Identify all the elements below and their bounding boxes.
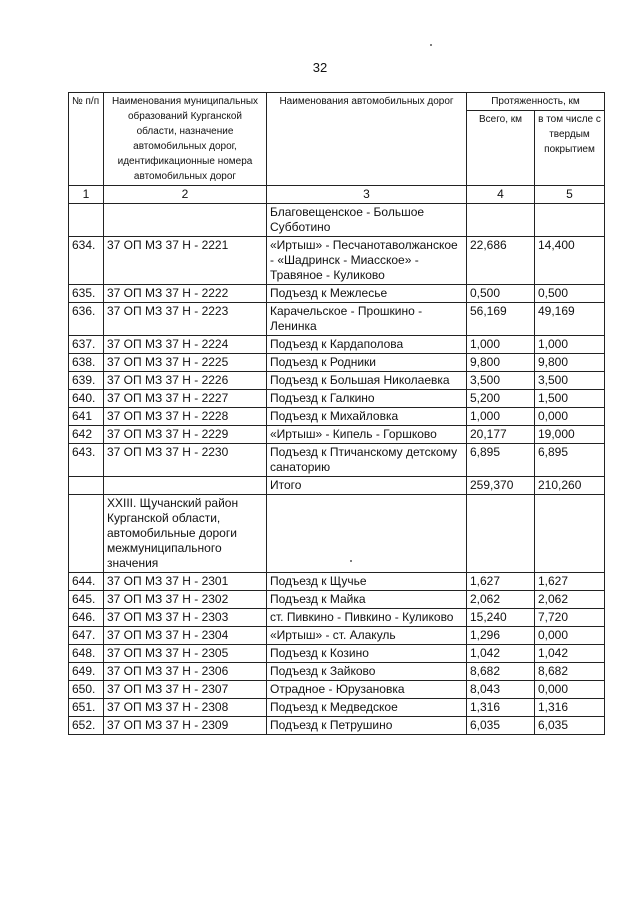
row-paved: 0,000 bbox=[535, 627, 605, 645]
row-id: 37 ОП МЗ 37 Н - 2223 bbox=[104, 303, 267, 336]
row-total: 1,627 bbox=[467, 573, 535, 591]
row-num: 634. bbox=[69, 237, 104, 285]
row-paved: 1,316 bbox=[535, 699, 605, 717]
row-paved: 9,800 bbox=[535, 354, 605, 372]
row-road: Подъезд к Щучье bbox=[267, 573, 467, 591]
row-num: 646. bbox=[69, 609, 104, 627]
row-road: «Иртыш» - Песчанотаволжанское - «Шадринск - Миасское» - Травяное - Куликово bbox=[267, 237, 467, 285]
row-paved: 6,035 bbox=[535, 717, 605, 735]
row-paved: 7,720 bbox=[535, 609, 605, 627]
row-total: 0,500 bbox=[467, 285, 535, 303]
table-row bbox=[69, 717, 605, 735]
row-road: Отрадное - Юрузановка bbox=[267, 681, 467, 699]
row-id: 37 ОП МЗ 37 Н - 2222 bbox=[104, 285, 267, 303]
table-row bbox=[69, 408, 605, 426]
row-total bbox=[467, 495, 535, 573]
row-id: 37 ОП МЗ 37 Н - 2302 bbox=[104, 591, 267, 609]
row-id: 37 ОП МЗ 37 Н - 2308 bbox=[104, 699, 267, 717]
table-row bbox=[69, 573, 605, 591]
row-id: 37 ОП МЗ 37 Н - 2226 bbox=[104, 372, 267, 390]
row-paved bbox=[535, 204, 605, 237]
table-row bbox=[69, 426, 605, 444]
row-id: 37 ОП МЗ 37 Н - 2305 bbox=[104, 645, 267, 663]
table-row bbox=[69, 390, 605, 408]
row-total: 8,682 bbox=[467, 663, 535, 681]
row-num: 649. bbox=[69, 663, 104, 681]
row-paved: 8,682 bbox=[535, 663, 605, 681]
total-value: 259,370 bbox=[467, 477, 535, 495]
row-total: 2,062 bbox=[467, 591, 535, 609]
table-body-group-2 bbox=[69, 573, 605, 735]
table-row bbox=[69, 285, 605, 303]
row-paved: 0,500 bbox=[535, 285, 605, 303]
header-row bbox=[69, 93, 605, 111]
table-header bbox=[69, 93, 605, 204]
row-total: 1,000 bbox=[467, 408, 535, 426]
table-row bbox=[69, 204, 605, 237]
row-total: 6,035 bbox=[467, 717, 535, 735]
row-id bbox=[104, 477, 267, 495]
row-total: 22,686 bbox=[467, 237, 535, 285]
column-number: 1 bbox=[69, 186, 104, 204]
row-road: Подъезд к Галкино bbox=[267, 390, 467, 408]
row-road: Подъезд к Зайково bbox=[267, 663, 467, 681]
table-row bbox=[69, 645, 605, 663]
row-paved: 1,627 bbox=[535, 573, 605, 591]
row-id bbox=[104, 204, 267, 237]
row-total: 9,800 bbox=[467, 354, 535, 372]
row-total: 15,240 bbox=[467, 609, 535, 627]
row-paved: 6,895 bbox=[535, 444, 605, 477]
row-road: «Иртыш» - Кипель - Горшково bbox=[267, 426, 467, 444]
row-total: 5,200 bbox=[467, 390, 535, 408]
header-municipal: Наименования муниципальных образований Курганской области, назначение автомобильных дорог, идентификационные номера автомобильных дорог bbox=[104, 93, 267, 186]
row-paved: 14,400 bbox=[535, 237, 605, 285]
row-road: Карачельское - Прошкино - Ленинка bbox=[267, 303, 467, 336]
row-total: 3,500 bbox=[467, 372, 535, 390]
row-num: 640. bbox=[69, 390, 104, 408]
column-number: 2 bbox=[104, 186, 267, 204]
row-num: 652. bbox=[69, 717, 104, 735]
table-row bbox=[69, 663, 605, 681]
row-total: 1,042 bbox=[467, 645, 535, 663]
header-total: Всего, км bbox=[467, 111, 535, 186]
row-road: Благовещенское - Большое Субботино bbox=[267, 204, 467, 237]
row-num: 650. bbox=[69, 681, 104, 699]
row-id: 37 ОП МЗ 37 Н - 2306 bbox=[104, 663, 267, 681]
row-num bbox=[69, 495, 104, 573]
row-id: 37 ОП МЗ 37 Н - 2309 bbox=[104, 717, 267, 735]
row-paved: 3,500 bbox=[535, 372, 605, 390]
row-id: 37 ОП МЗ 37 Н - 2224 bbox=[104, 336, 267, 354]
page-number: 32 bbox=[312, 60, 328, 75]
column-number: 3 bbox=[267, 186, 467, 204]
row-road: «Иртыш» - ст. Алакуль bbox=[267, 627, 467, 645]
table-row bbox=[69, 336, 605, 354]
header-length: Протяженность, км bbox=[467, 93, 605, 111]
row-road: Подъезд к Медведское bbox=[267, 699, 467, 717]
row-num: 638. bbox=[69, 354, 104, 372]
table-row bbox=[69, 303, 605, 336]
row-id: 37 ОП МЗ 37 Н - 2225 bbox=[104, 354, 267, 372]
column-number: 4 bbox=[467, 186, 535, 204]
section-row bbox=[69, 495, 605, 573]
row-num: 643. bbox=[69, 444, 104, 477]
table-body-group-1 bbox=[69, 237, 605, 477]
row-num: 636. bbox=[69, 303, 104, 336]
row-num bbox=[69, 477, 104, 495]
row-id: 37 ОП МЗ 37 Н - 2230 bbox=[104, 444, 267, 477]
row-total: 8,043 bbox=[467, 681, 535, 699]
row-total: 20,177 bbox=[467, 426, 535, 444]
row-num: 635. bbox=[69, 285, 104, 303]
row-paved: 1,042 bbox=[535, 645, 605, 663]
row-id: 37 ОП МЗ 37 Н - 2301 bbox=[104, 573, 267, 591]
row-paved bbox=[535, 495, 605, 573]
section-title: XXIII. Щучанский район Курганской области, автомобильные дороги межмуниципального значения bbox=[104, 495, 267, 573]
row-road: Подъезд к Козино bbox=[267, 645, 467, 663]
header-paved: в том числе с твердым покрытием bbox=[535, 111, 605, 186]
row-road bbox=[267, 495, 467, 573]
column-number-row bbox=[69, 186, 605, 204]
total-paved-value: 210,260 bbox=[535, 477, 605, 495]
row-num: 645. bbox=[69, 591, 104, 609]
row-paved: 1,000 bbox=[535, 336, 605, 354]
row-id: 37 ОП МЗ 37 Н - 2221 bbox=[104, 237, 267, 285]
road-registry-table bbox=[68, 92, 605, 735]
row-paved: 0,000 bbox=[535, 681, 605, 699]
table-row bbox=[69, 681, 605, 699]
row-paved: 1,500 bbox=[535, 390, 605, 408]
table-row bbox=[69, 609, 605, 627]
row-road: Подъезд к Большая Николаевка bbox=[267, 372, 467, 390]
row-paved: 0,000 bbox=[535, 408, 605, 426]
header-road: Наименования автомобильных дорог bbox=[267, 93, 467, 186]
row-id: 37 ОП МЗ 37 Н - 2303 bbox=[104, 609, 267, 627]
row-num bbox=[69, 204, 104, 237]
column-number: 5 bbox=[535, 186, 605, 204]
row-total: 1,296 bbox=[467, 627, 535, 645]
row-id: 37 ОП МЗ 37 Н - 2304 bbox=[104, 627, 267, 645]
row-road: Подъезд к Майка bbox=[267, 591, 467, 609]
table-row bbox=[69, 444, 605, 477]
row-paved: 19,000 bbox=[535, 426, 605, 444]
table-row bbox=[69, 354, 605, 372]
row-num: 644. bbox=[69, 573, 104, 591]
row-num: 647. bbox=[69, 627, 104, 645]
row-id: 37 ОП МЗ 37 Н - 2228 bbox=[104, 408, 267, 426]
scan-speck bbox=[430, 44, 432, 46]
row-num: 639. bbox=[69, 372, 104, 390]
row-road: Подъезд к Птичанскому детскому санаторию bbox=[267, 444, 467, 477]
row-road: Подъезд к Петрушино bbox=[267, 717, 467, 735]
row-total: 1,316 bbox=[467, 699, 535, 717]
table-row bbox=[69, 237, 605, 285]
row-road: Подъезд к Родники bbox=[267, 354, 467, 372]
row-paved: 49,169 bbox=[535, 303, 605, 336]
table-body-total bbox=[69, 477, 605, 573]
row-num: 641 bbox=[69, 408, 104, 426]
row-num: 648. bbox=[69, 645, 104, 663]
total-row bbox=[69, 477, 605, 495]
table-row bbox=[69, 699, 605, 717]
row-total: 6,895 bbox=[467, 444, 535, 477]
table-row bbox=[69, 372, 605, 390]
row-total: 56,169 bbox=[467, 303, 535, 336]
table-row bbox=[69, 627, 605, 645]
row-total: 1,000 bbox=[467, 336, 535, 354]
row-paved: 2,062 bbox=[535, 591, 605, 609]
row-num: 651. bbox=[69, 699, 104, 717]
row-road: ст. Пивкино - Пивкино - Куликово bbox=[267, 609, 467, 627]
row-num: 637. bbox=[69, 336, 104, 354]
row-num: 642 bbox=[69, 426, 104, 444]
row-road: Подъезд к Межлесье bbox=[267, 285, 467, 303]
total-label: Итого bbox=[267, 477, 467, 495]
row-id: 37 ОП МЗ 37 Н - 2307 bbox=[104, 681, 267, 699]
header-num: № п/п bbox=[69, 93, 104, 186]
row-road: Подъезд к Михайловка bbox=[267, 408, 467, 426]
row-id: 37 ОП МЗ 37 Н - 2227 bbox=[104, 390, 267, 408]
row-id: 37 ОП МЗ 37 Н - 2229 bbox=[104, 426, 267, 444]
table-row bbox=[69, 591, 605, 609]
row-total bbox=[467, 204, 535, 237]
row-road: Подъезд к Кардаполова bbox=[267, 336, 467, 354]
table-body bbox=[69, 204, 605, 237]
